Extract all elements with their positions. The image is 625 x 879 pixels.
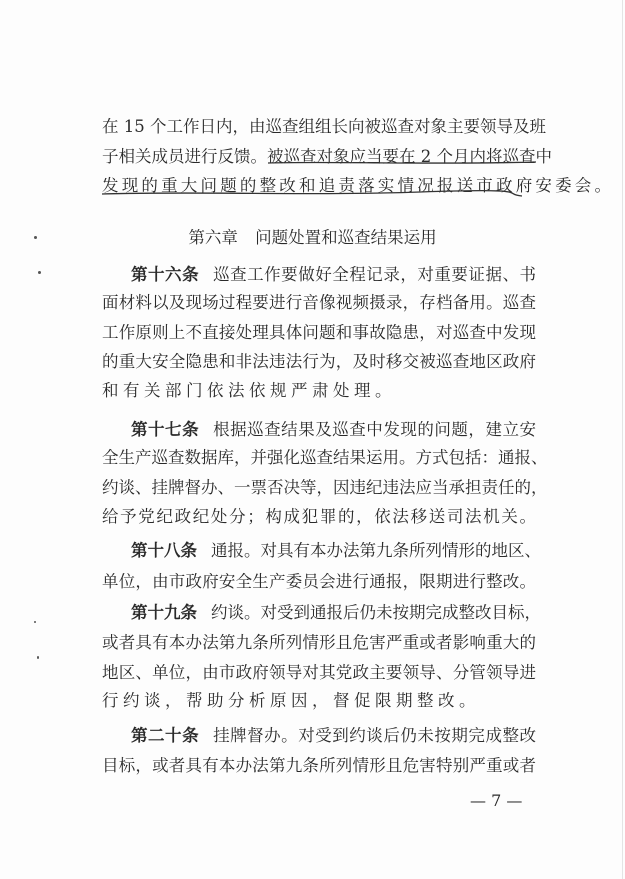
article-heading: 第十七条	[131, 420, 200, 439]
text-line	[102, 289, 536, 317]
article-first-line	[131, 537, 541, 565]
chapter-title: 第六章 问题处置和巡查结果运用	[188, 228, 437, 247]
scan-speck	[37, 656, 39, 659]
text-line	[102, 377, 536, 405]
text-line	[102, 348, 536, 376]
text-line	[102, 319, 536, 347]
article-text: 约谈。对受到通报后仍未按期完成整改目标，	[211, 603, 541, 622]
article-text: 地区、单位，由市政府领导对其党政主要领导、分管领导进	[102, 663, 536, 682]
article-heading: 第十六条	[131, 265, 200, 284]
article-text: 单位，由市政府安全生产委员会进行通报，限期进行整改。	[102, 572, 536, 591]
article-text: 行约谈，帮助分析原因，督促限期整改。	[102, 691, 480, 710]
scan-speck	[34, 621, 36, 623]
text-line: 在 15 个工作日内，由巡查组组长向被巡查对象主要领导及班	[102, 117, 546, 136]
article-heading: 第二十条	[131, 726, 200, 745]
text-line	[102, 752, 536, 780]
article-first-line	[131, 416, 536, 444]
article-text: 挂牌督办。对受到约谈后仍未按期完成整改	[213, 726, 537, 745]
article-text: 通报。对具有本办法第九条所列情形的地区、	[211, 541, 541, 560]
article-text: 给予党纪政纪处分；构成犯罪的，依法移送司法机关。	[102, 507, 536, 526]
text-line	[102, 659, 536, 687]
article-first-line	[131, 722, 536, 750]
text-line: 子相关成员进行反馈。被巡查对象应当要在 2 个月内将巡查中	[102, 147, 552, 166]
scan-speck	[34, 236, 37, 239]
article-text: 全生产巡查数据库，并强化巡查结果运用。方式包括：通报、	[102, 448, 548, 467]
article-text: 的重大安全隐患和非法违法行为，及时移交被巡查地区政府	[102, 352, 536, 371]
article-text: 和有关部门依法依规严肃处理。	[102, 381, 396, 400]
article-text: 约谈、挂牌督办、一票否决等，因违纪违法应当承担责任的，	[102, 478, 548, 497]
article-text: 或者具有本办法第九条所列情形且危害严重或者影响重大的	[102, 633, 536, 652]
text-line	[102, 687, 536, 715]
text-line	[102, 444, 548, 472]
page-number: — 7 —	[470, 791, 523, 810]
scan-speck	[38, 271, 41, 274]
text-line	[102, 503, 536, 531]
article-first-line	[131, 599, 541, 627]
article-first-line	[131, 261, 536, 289]
text-line: 发现的重大问题的整改和追责落实情况报送市政府安委会。	[102, 176, 615, 195]
article-text: 工作原则上不直接处理具体问题和事故隐患，对巡查中发现	[102, 323, 536, 342]
article-text: 巡查工作要做好全程记录，对重要证据、书	[213, 265, 537, 284]
article-text: 目标，或者具有本办法第九条所列情形且危害特别严重或者	[102, 756, 536, 775]
text-line	[102, 568, 536, 596]
article-text: 面材料以及现场过程要进行音像视频摄录，存档备用。巡查	[102, 293, 536, 312]
text-line	[102, 629, 536, 657]
text-line	[102, 474, 548, 502]
article-heading: 第十九条	[131, 603, 197, 622]
article-heading: 第十八条	[131, 541, 197, 560]
article-text: 根据巡查结果及巡查中发现的问题，建立安	[213, 420, 537, 439]
